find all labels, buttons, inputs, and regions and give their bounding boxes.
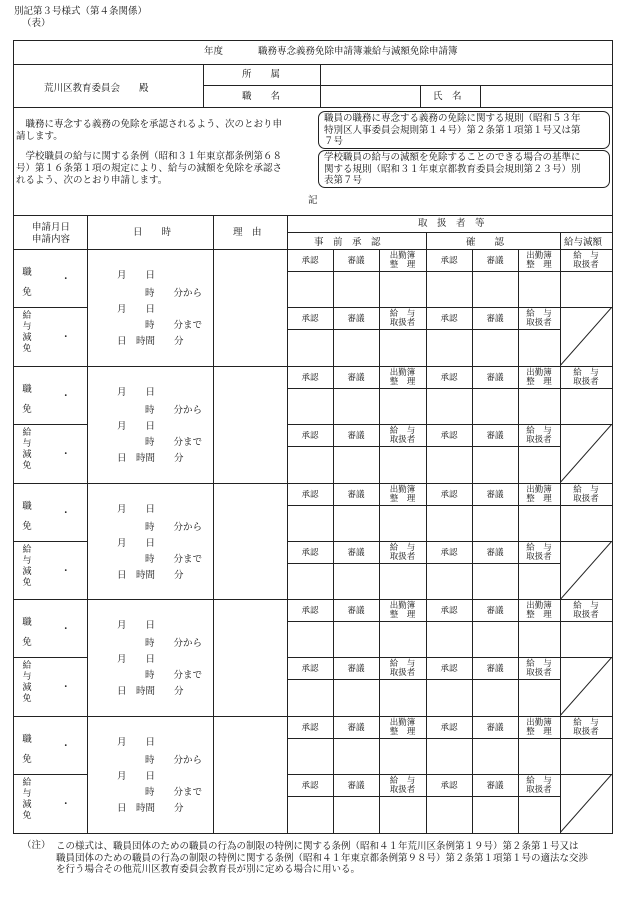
date-dot: ・	[61, 682, 71, 694]
shokumen-label: 職 免	[22, 383, 32, 415]
from-time: 時 分から	[145, 755, 203, 767]
attendance-label: 出勤簿 整 理	[389, 718, 416, 738]
title-row-line	[13, 64, 613, 65]
salary-handler-label: 給 与 取扱者	[389, 425, 416, 445]
diagonal-strike	[560, 424, 612, 483]
approve-label: 承認	[440, 606, 458, 617]
to-time: 時 分まで	[145, 320, 203, 331]
frame-top	[13, 40, 613, 41]
frame-left	[13, 40, 14, 833]
approve-label: 承認	[301, 547, 319, 558]
side-label: （表）	[22, 18, 51, 29]
name-label: 氏 名	[433, 91, 462, 102]
stamp-col-line	[472, 483, 473, 600]
salary-handler-label: 給 与 取扱者	[526, 542, 552, 562]
from-month-day: 月 日	[117, 386, 156, 398]
rule-text-1: 職員の職務に専念する義務の免除に関する規則（昭和５３年 特別区人事委員会規則第１４号）第２条第１項第１号又は第 ７号	[324, 113, 581, 147]
approve-label: 承認	[301, 256, 319, 266]
deliberate-label: 審議	[347, 606, 365, 617]
to-month-day: 月 日	[117, 654, 156, 666]
deliberate-label: 審議	[347, 781, 365, 792]
vline-datetime	[213, 215, 214, 833]
date-dot: ・	[61, 799, 71, 811]
approve-label: 承認	[440, 781, 458, 792]
approve-label: 承認	[440, 664, 458, 675]
note-text: この様式は、職員団体のための職員の行為の制限の特例に関する条例（昭和４１年荒川区条例第１９号）第２条第１号又は 職員団体のための職員の行為の制限の特例に関する条例（昭和４１年東京都条例第９８号）第２条第１項第１号の適法な交渉 を行う場合その他荒川区教育委員会教育長が別に定める場合に用いる。	[56, 841, 589, 875]
approve-label: 承認	[301, 372, 319, 383]
approve-label: 承認	[301, 781, 319, 792]
duration: 日 時間 分	[117, 686, 184, 698]
attendance-label: 出勤簿 整 理	[526, 718, 552, 738]
attendance-label: 出勤簿 整 理	[389, 367, 416, 387]
from-time: 時 分から	[145, 638, 203, 650]
block-bottom-line	[13, 483, 613, 484]
date-dot: ・	[61, 390, 71, 402]
approve-label: 承認	[301, 489, 319, 500]
date-dot: ・	[61, 565, 71, 577]
fields-bottom-line	[13, 107, 613, 108]
shokumen-label: 職 免	[22, 734, 32, 766]
salary-handler-label: 給 与 取扱者	[526, 659, 552, 679]
duration: 日 時間 分	[117, 336, 184, 347]
duration: 日 時間 分	[117, 803, 184, 815]
approve-label: 承認	[301, 664, 319, 675]
request-text-2: 学校職員の給与に関する条例（昭和３１年東京都条例第６８ 号）第１６条第１項の規定により、給与の減額を免除を承認さ れるよう、次のとおり申請します。	[16, 151, 283, 186]
title-year: 年度	[204, 46, 224, 57]
deliberate-label: 審議	[486, 372, 504, 383]
salary-handler-label: 給 与 取扱者	[389, 309, 416, 328]
to-month-day: 月 日	[117, 304, 156, 315]
salary-handler-label: 給 与 取扱者	[573, 251, 599, 270]
attendance-label: 出勤簿 整 理	[526, 367, 552, 387]
deliberate-label: 審議	[486, 314, 504, 324]
confirm-header: 確 認	[466, 237, 505, 248]
salary-handler-label: 給 与 取扱者	[573, 718, 599, 738]
diagonal-strike	[560, 774, 612, 833]
page-title: 職務専念義務免除申請簿兼給与減額免除申請簿	[258, 46, 458, 57]
stamp-col-line	[472, 249, 473, 366]
stamp-col-line	[333, 249, 334, 366]
deliberate-label: 審議	[486, 489, 504, 500]
to-time: 時 分まで	[145, 670, 203, 682]
salary-handler-label: 給 与 取扱者	[573, 601, 599, 621]
salary-reduction-header: 給与減額	[564, 237, 603, 248]
date-dot: ・	[61, 624, 71, 636]
deliberate-label: 審議	[347, 489, 365, 500]
approve-label: 承認	[440, 372, 458, 383]
date-dot: ・	[61, 274, 71, 285]
block-mid-line-left	[13, 424, 87, 425]
to-time: 時 分まで	[145, 787, 203, 799]
stamp-label-line-top	[287, 271, 613, 272]
stamp-col-line	[333, 483, 334, 600]
attendance-label: 出勤簿 整 理	[389, 251, 416, 270]
block-bottom-line	[13, 366, 613, 367]
prior-approval-header: 事 前 承 認	[314, 237, 381, 248]
name-divider-2	[480, 85, 481, 107]
to-month-day: 月 日	[117, 771, 156, 783]
kyuyo-genmen-label: 給 与 減 免	[22, 311, 32, 354]
salary-handler-label: 給 与 取扱者	[573, 367, 599, 387]
to-month-day: 月 日	[117, 420, 156, 432]
stamp-col-line	[333, 716, 334, 833]
attendance-label: 出勤簿 整 理	[389, 484, 416, 504]
stamp-label-line-bottom	[287, 796, 560, 797]
deliberate-label: 審議	[486, 256, 504, 266]
from-month-day: 月 日	[117, 737, 156, 749]
note-label: （注）	[22, 840, 51, 851]
approve-label: 承認	[301, 606, 319, 617]
stamp-label-line-top	[287, 505, 613, 506]
request-text-1: 職務に専念する義務の免除を承認されるよう、次のとおり申 請します。	[16, 119, 283, 142]
form-id: 別記第３号様式（第４条関係）	[14, 6, 148, 17]
salary-handler-label: 給 与 取扱者	[526, 309, 552, 328]
rule-text-2: 学校職員の給与の減額を免除することのできる場合の基準に 関する規則（昭和３１年東京都教育委員会規則第２３号）別 表第７号	[324, 152, 581, 186]
deliberate-label: 審議	[347, 547, 365, 558]
deliberate-label: 審議	[486, 606, 504, 617]
kyuyo-genmen-label: 給 与 減 免	[22, 661, 32, 705]
approve-label: 承認	[301, 430, 319, 441]
from-time: 時 分から	[145, 288, 203, 299]
deliberate-label: 審議	[486, 664, 504, 675]
approve-label: 承認	[440, 723, 458, 734]
stamp-label-line-bottom	[287, 446, 560, 447]
from-month-day: 月 日	[117, 503, 156, 515]
deliberate-label: 審議	[347, 430, 365, 441]
attendance-label: 出勤簿 整 理	[526, 251, 552, 270]
stamp-label-line-top	[287, 388, 613, 389]
from-time: 時 分から	[145, 404, 203, 416]
approve-label: 承認	[301, 723, 319, 734]
stamp-label-line-top	[287, 621, 613, 622]
shokumen-label: 職 免	[22, 500, 32, 532]
diagonal-strike	[560, 307, 612, 366]
date-dot: ・	[61, 741, 71, 753]
duration: 日 時間 分	[117, 452, 184, 464]
stamp-col-line	[333, 366, 334, 483]
attendance-label: 出勤簿 整 理	[526, 601, 552, 621]
date-dot: ・	[61, 507, 71, 519]
block-bottom-line	[13, 716, 613, 717]
shokumen-label: 職 免	[22, 267, 32, 298]
to-month-day: 月 日	[117, 537, 156, 549]
deliberate-label: 審議	[347, 723, 365, 734]
block-bottom-line	[13, 833, 613, 834]
duration: 日 時間 分	[117, 569, 184, 581]
attendance-label: 出勤簿 整 理	[526, 484, 552, 504]
diagonal-strike	[560, 541, 612, 600]
deliberate-label: 審議	[486, 781, 504, 792]
field-mid-line	[203, 85, 613, 86]
block-mid-line-left	[13, 307, 87, 308]
stamp-col-line	[472, 599, 473, 716]
deliberate-label: 審議	[486, 430, 504, 441]
affiliation-label: 所 属	[242, 69, 281, 80]
salary-handler-label: 給 与 取扱者	[389, 542, 416, 562]
date-dot: ・	[61, 332, 71, 343]
approve-label: 承認	[440, 430, 458, 441]
name-divider	[420, 85, 421, 107]
block-bottom-line	[13, 599, 613, 600]
salary-handler-label: 給 与 取扱者	[526, 425, 552, 445]
stamp-col-line	[472, 716, 473, 833]
stamp-col-line	[472, 366, 473, 483]
vline-date	[87, 215, 88, 833]
approve-label: 承認	[440, 489, 458, 500]
block-mid-line-left	[13, 657, 87, 658]
stamp-label-line-bottom	[287, 679, 560, 680]
approve-label: 承認	[440, 256, 458, 266]
col-date-header: 申請月日 申請内容	[32, 222, 71, 245]
position-label: 職 名	[242, 91, 281, 102]
frame-right	[612, 40, 613, 833]
salary-handler-label: 給 与 取扱者	[526, 776, 552, 796]
table-top	[13, 215, 613, 216]
col-reason-header: 理 由	[233, 227, 262, 238]
deliberate-label: 審議	[347, 314, 365, 324]
attendance-label: 出勤簿 整 理	[389, 601, 416, 621]
salary-handler-label: 給 与 取扱者	[389, 776, 416, 796]
stamp-col-line	[333, 599, 334, 716]
stamp-label-line-top	[287, 738, 613, 739]
from-month-day: 月 日	[117, 620, 156, 632]
stamp-label-line-bottom	[287, 329, 560, 330]
from-month-day: 月 日	[117, 270, 156, 281]
kyuyo-genmen-label: 給 与 減 免	[22, 544, 32, 588]
diagonal-strike	[560, 657, 612, 716]
shokumen-label: 職 免	[22, 617, 32, 649]
salary-handler-label: 給 与 取扱者	[389, 659, 416, 679]
to-time: 時 分まで	[145, 436, 203, 448]
deliberate-label: 審議	[486, 723, 504, 734]
approve-label: 承認	[440, 314, 458, 324]
to-time: 時 分まで	[145, 553, 203, 565]
block-mid-line-left	[13, 774, 87, 775]
from-time: 時 分から	[145, 521, 203, 533]
approve-label: 承認	[301, 314, 319, 324]
header-bottom	[13, 249, 613, 250]
deliberate-label: 審議	[486, 547, 504, 558]
date-dot: ・	[61, 448, 71, 460]
kyuyo-genmen-label: 給 与 減 免	[22, 427, 32, 471]
handlers-header: 取 扱 者 等	[418, 218, 485, 229]
approve-label: 承認	[440, 547, 458, 558]
col-datetime-header: 日 時	[133, 227, 172, 238]
handlers-sub-line	[287, 232, 612, 233]
deliberate-label: 審議	[347, 664, 365, 675]
block-mid-line-left	[13, 541, 87, 542]
ki-mark: 記	[308, 195, 318, 206]
deliberate-label: 審議	[347, 256, 365, 266]
deliberate-label: 審議	[347, 372, 365, 383]
addressee: 荒川区教育委員会 殿	[44, 83, 149, 94]
stamp-label-line-bottom	[287, 563, 560, 564]
salary-handler-label: 給 与 取扱者	[573, 484, 599, 504]
kyuyo-genmen-label: 給 与 減 免	[22, 778, 32, 822]
